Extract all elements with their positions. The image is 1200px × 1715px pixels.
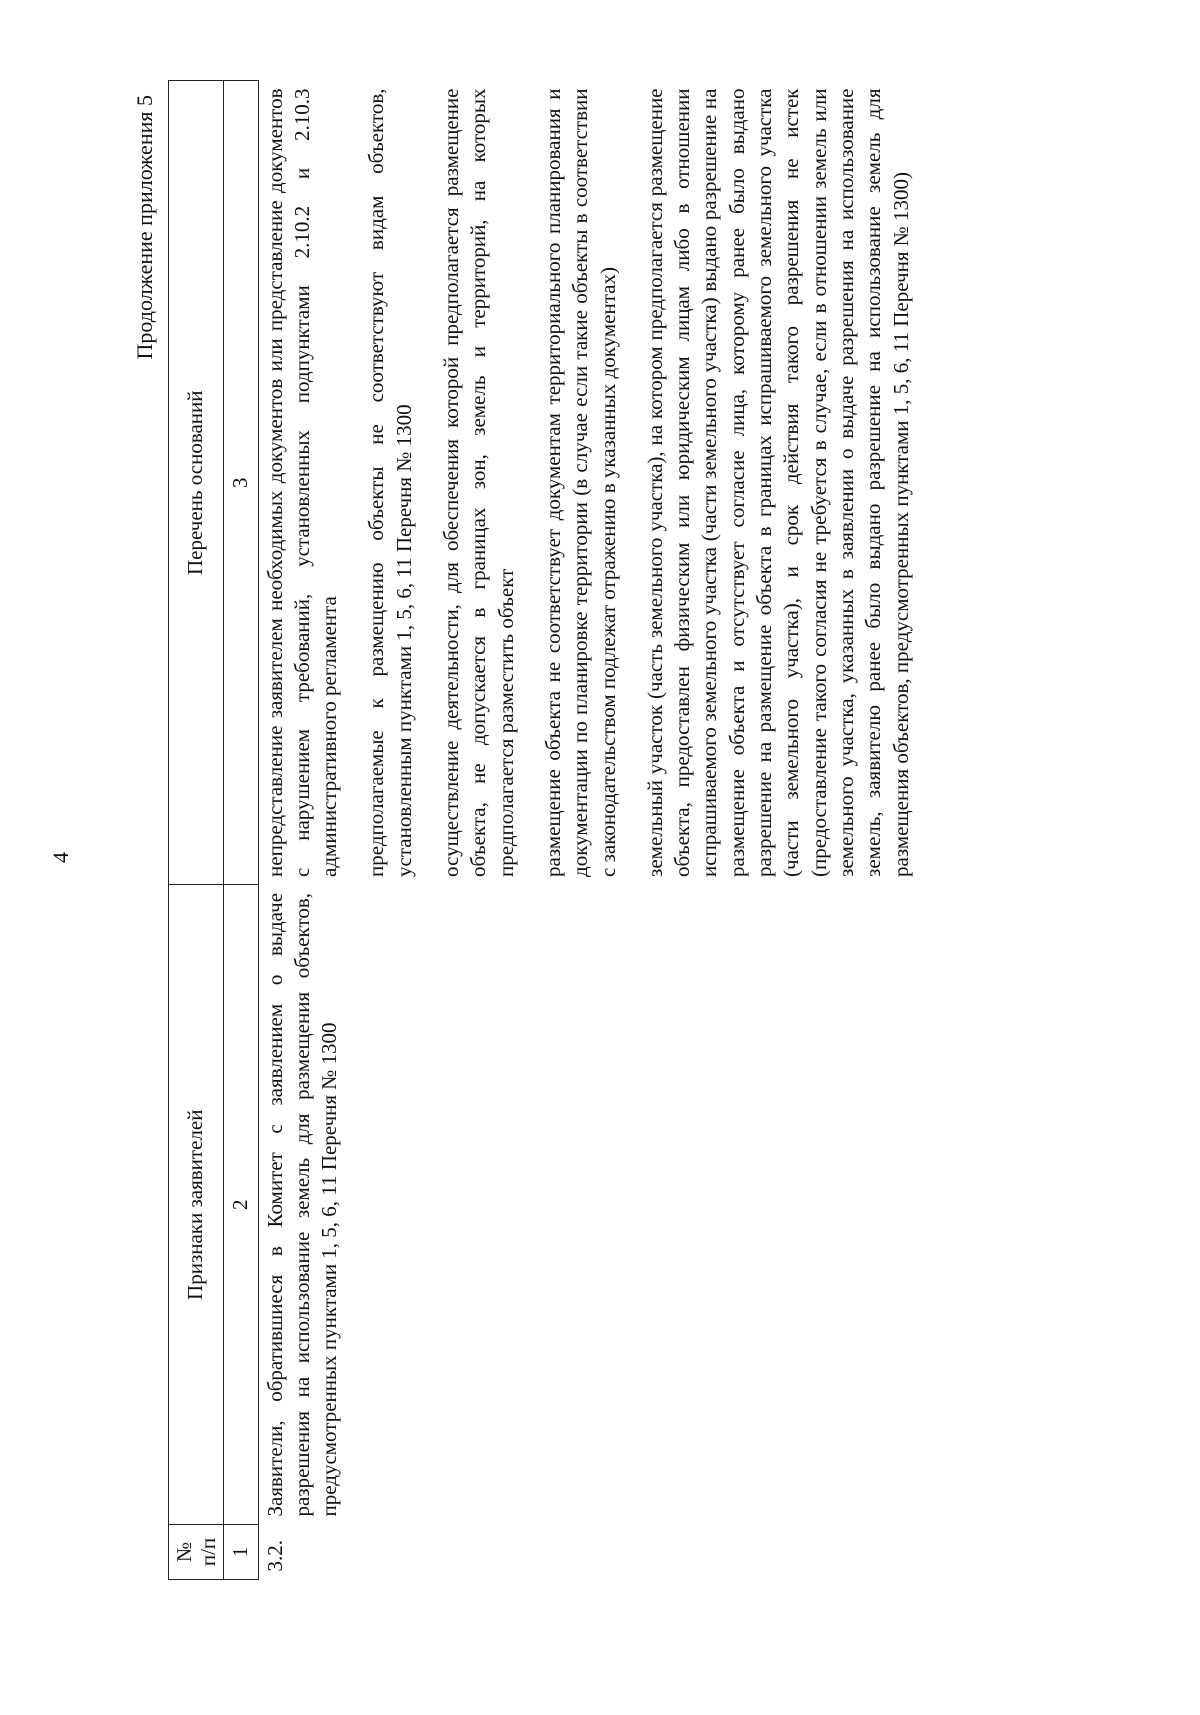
column-index-2: 2 (224, 885, 258, 1525)
reason-item: земельный участок (часть земельного участка), на котором предполагается размещение объекта, предоставлен физическим или юридическим лицам либо в отношении испрашиваемого земельного участка (части земельного участка) выдано разрешение на размещение объекта и отсутствует согласие лица, которому ранее было выдано разрешение на размещение объекта в границах испрашиваемого земельного участка (части земельного участка), и срок действия такого разрешения не истек (предоставление такого согласия не требуется в случае, если в отношении земель или земельного участка, указанных в заявлении о выдаче разрешения на использование земель, заявителю ранее было выдано разрешение на использование земель для размещения объектов, предусмотренных пунктами 1, 5, 6, 11 Перечня № 1300) (642, 88, 913, 877)
reason-item: предполагаемые к размещению объекты не соответствуют видам объектов, установленным пунктами 1, 5, 6, 11 Перечня № 1300 (364, 88, 416, 877)
row-number: 3.2. (262, 1540, 287, 1572)
table-row (258, 81, 918, 1580)
table-header-row (169, 81, 224, 1580)
reason-item: непредставление заявителем необходимых документов или представление документов с нарушением требований, установленных подпунктами 2.10.2 и 2.10.3 административного регламента (262, 88, 342, 877)
reason-item: размещение объекта не соответствует документам территориального планирования и документации по планировке территории (в случае если такие объекты в соответствии с законодательством подлежат отражению в указанных документах) (540, 88, 620, 877)
header-number-line2: п/п (196, 1537, 221, 1567)
column-index-3: 3 (224, 81, 258, 885)
grounds-table (168, 80, 918, 1580)
row-applicant-sign: Заявители, обратившиеся в Комитет с заявлением о выдаче разрешения на использование земель для размещения объектов, предусмотренных пунктами 1, 5, 6, 11 Перечня № 1300 (262, 892, 342, 1517)
column-index-row (224, 81, 258, 1580)
header-number-line1: № (172, 1541, 196, 1563)
reason-item: осуществление деятельности, для обеспечения которой предполагается размещение объекта, не допускается в границах зон, земель и территорий, на которых предполагается разместить объект (439, 88, 518, 877)
continuation-note: Продолжение приложения 5 (132, 95, 157, 360)
page-number: 4 (48, 852, 73, 863)
header-number (169, 1525, 224, 1580)
row-reasons (258, 81, 918, 885)
header-reasons-list: Перечень оснований (169, 81, 224, 885)
column-index-1: 1 (224, 1525, 258, 1580)
header-applicant-signs: Признаки заявителей (169, 885, 224, 1525)
